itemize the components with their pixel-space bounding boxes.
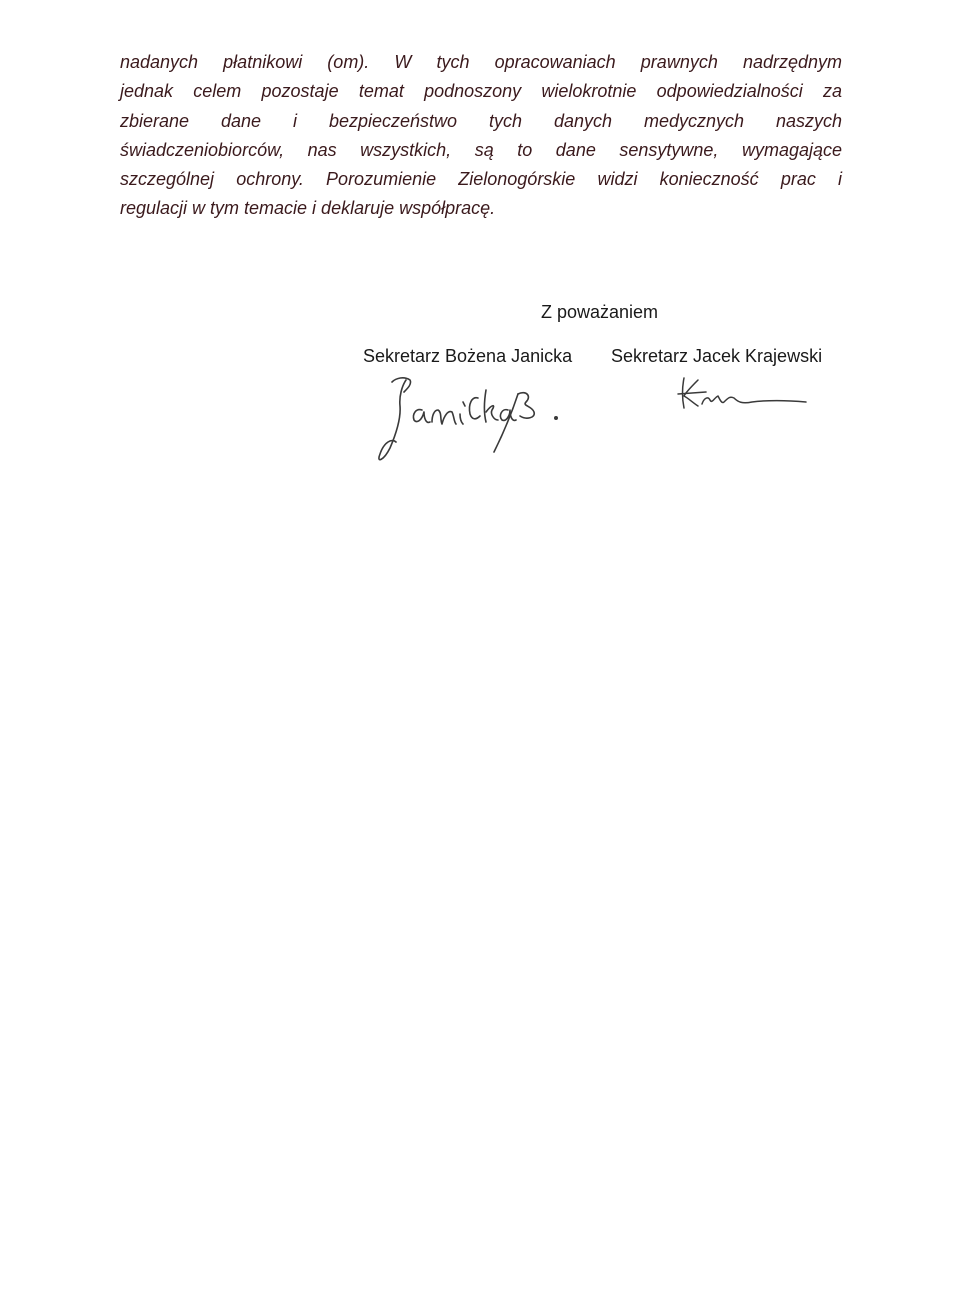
signature-janicka-strokes [379,378,557,460]
paragraph-line-5: szczególnej ochrony. Porozumienie Zielonogórskie widzi konieczność prac i [120,169,842,190]
signer-name-krajewski: Sekretarz Jacek Krajewski [611,346,823,366]
paragraph-line-6: regulacji w tym temacie i deklaruje współpracę. [120,198,496,219]
signature-janicka [366,372,591,472]
paragraph-line-4: świadczeniobiorców, nas wszystkich, są to dane sensytywne, wymagające [120,139,842,160]
paragraph-line-3: zbierane dane i bezpieczeństwo tych danych medycznych naszych [120,110,842,131]
signer-name-janicka: Sekretarz Bożena Janicka [363,346,573,366]
closing-salutation: Z poważaniem [541,302,659,322]
signature-krajewski [672,374,812,414]
body-paragraph [120,48,842,224]
paragraph-line-1: nadanych płatnikowi (om). W tych opracowaniach prawnych nadrzędnym [120,52,842,72]
paragraph-line-2: jednak celem pozostaje temat podnoszony wielokrotnie odpowiedzialności za [120,81,842,102]
signature-krajewski-strokes [678,378,806,408]
